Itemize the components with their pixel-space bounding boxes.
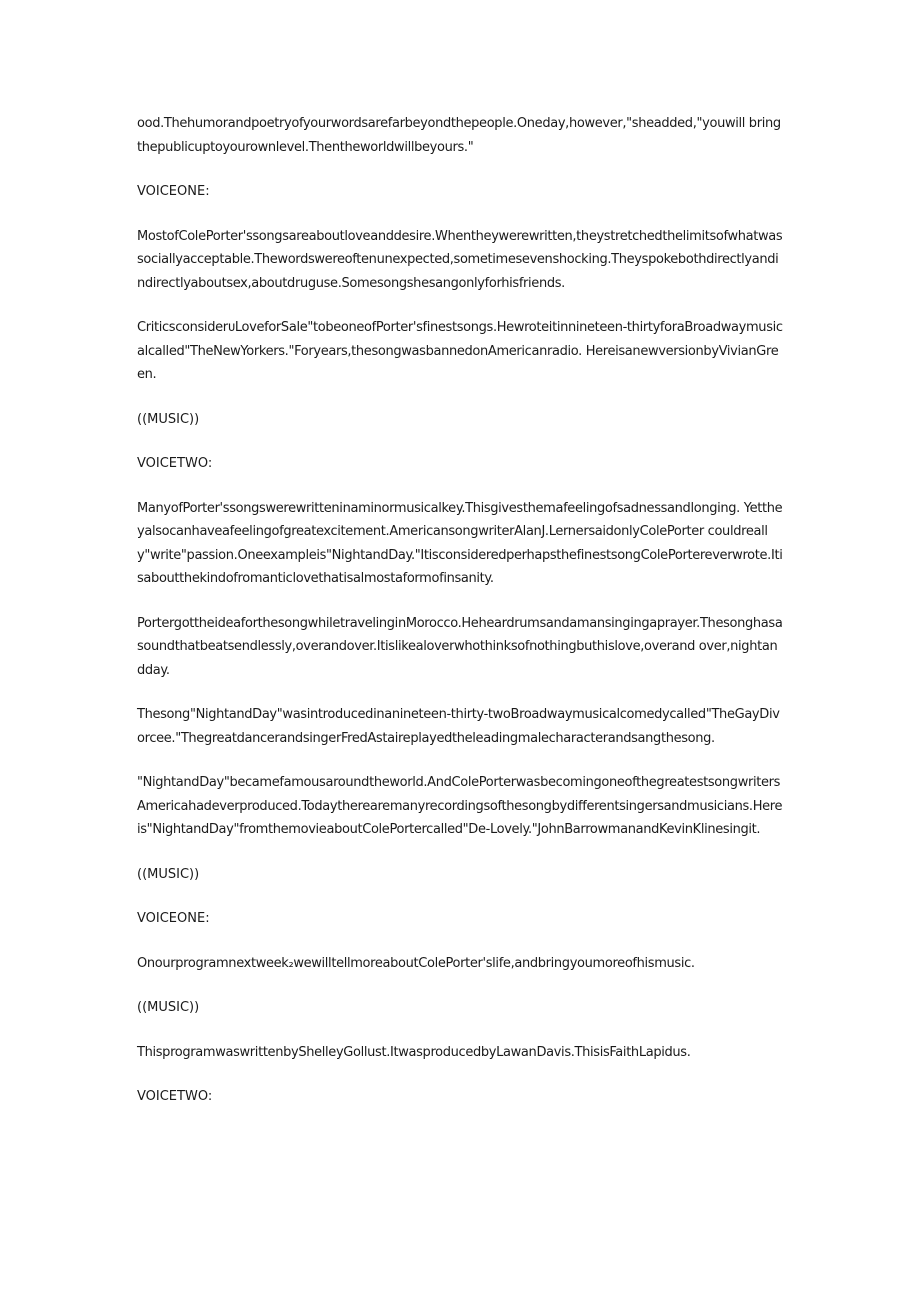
paragraph-2: MostofColePorter'ssongsareaboutloveanddesire.Whentheywerewritten,theystretchedthelimitsofwhatwassociallyacceptable.Thewordswereoftenunexpected,sometimesevenshocking.Theyspokebothdirectlyandindirectlyaboutsex,aboutdruguse.Somesongshesangonlyforhisfriends. [137, 228, 783, 291]
paragraph-7: "NightandDay"becamefamousaroundtheworld.AndColePorterwasbecomingoneofthegreatestsongwritersAmericahadeverproduced.Todaytherearemanyrecordingsofthesongbydifferentsingersandmusicians.Hereis"NightandDay"fromthemovieaboutColePortercalled"De-Lovely."JohnBarrowmanandKevinKlinesingit. [137, 775, 783, 837]
paragraph-1: ood.Thehumorandpoetryofyourwordsarefarbeyondthepeople.Oneday,however,"sheadded,"youwill bringthepublicuptoyourownlevel.Thentheworldwillbeyours." [137, 116, 781, 155]
paragraph-4: ManyofPorter'ssongswerewritteninaminormusicalkey.Thisgivesthemafeelingofsadnessandlonging. Yettheyalsocanhaveafeelingofgreatexcitement.AmericansongwriterAlanJ.LernersaidonlyColePorter couldreally"write"passion.Oneexampleis"NightandDay."ItisconsideredperhapsthefinestsongColePortereverwrote.Itisaboutthekindofromanticlovethatisalmostaformofinsanity. [137, 500, 783, 586]
music-cue: ((MUSIC)) [137, 411, 200, 427]
speaker-label-voice-one: VOICEONE: [137, 911, 210, 926]
speaker-label-voice-one: VOICEONE: [137, 184, 210, 199]
music-cue: ((MUSIC)) [137, 866, 200, 882]
paragraph-5: PortergottheideaforthesongwhiletravelinginMorocco.Heheardrumsandamansingingaprayer.Thesonghasasoundthatbeatsendlessly,overandover.Itislikealoverwhothinksofnothingbuthislove,overand over,nightandday. [137, 615, 783, 678]
paragraph-3: CriticsconsiderᴜLoveforSale"tobeoneofPorter'sfinestsongs.Hewroteitinnineteen-thirtyforaBroadwaymusicalcalled"TheNewYorkers."Foryears,thesongwasbannedonAmericanradio. HereisanewversionbyVivianGreen. [137, 320, 783, 382]
document-page [137, 112, 785, 1130]
paragraph-6: Thesong"NightandDay"wasintroducedinanineteen-thirty-twoBroadwaymusicalcomedycalled"TheGayDivorcee."ThegreatdancerandsingerFredAstaireplayedtheleadingmalecharacterandsangthesong. [137, 707, 780, 746]
speaker-label-voice-two: VOICETWO: [137, 1089, 213, 1104]
speaker-label-voice-two: VOICETWO: [137, 456, 213, 471]
music-cue: ((MUSIC)) [137, 1000, 200, 1015]
paragraph-9: ThisprogramwaswrittenbyShelleyGollust.ItwasproducedbyLawanDavis.ThisisFaithLapidus. [137, 1044, 691, 1060]
paragraph-8: Onourprogramnextweek₂wewilltellmoreaboutColePorter'slife,andbringyoumoreofhismusic. [137, 955, 695, 971]
